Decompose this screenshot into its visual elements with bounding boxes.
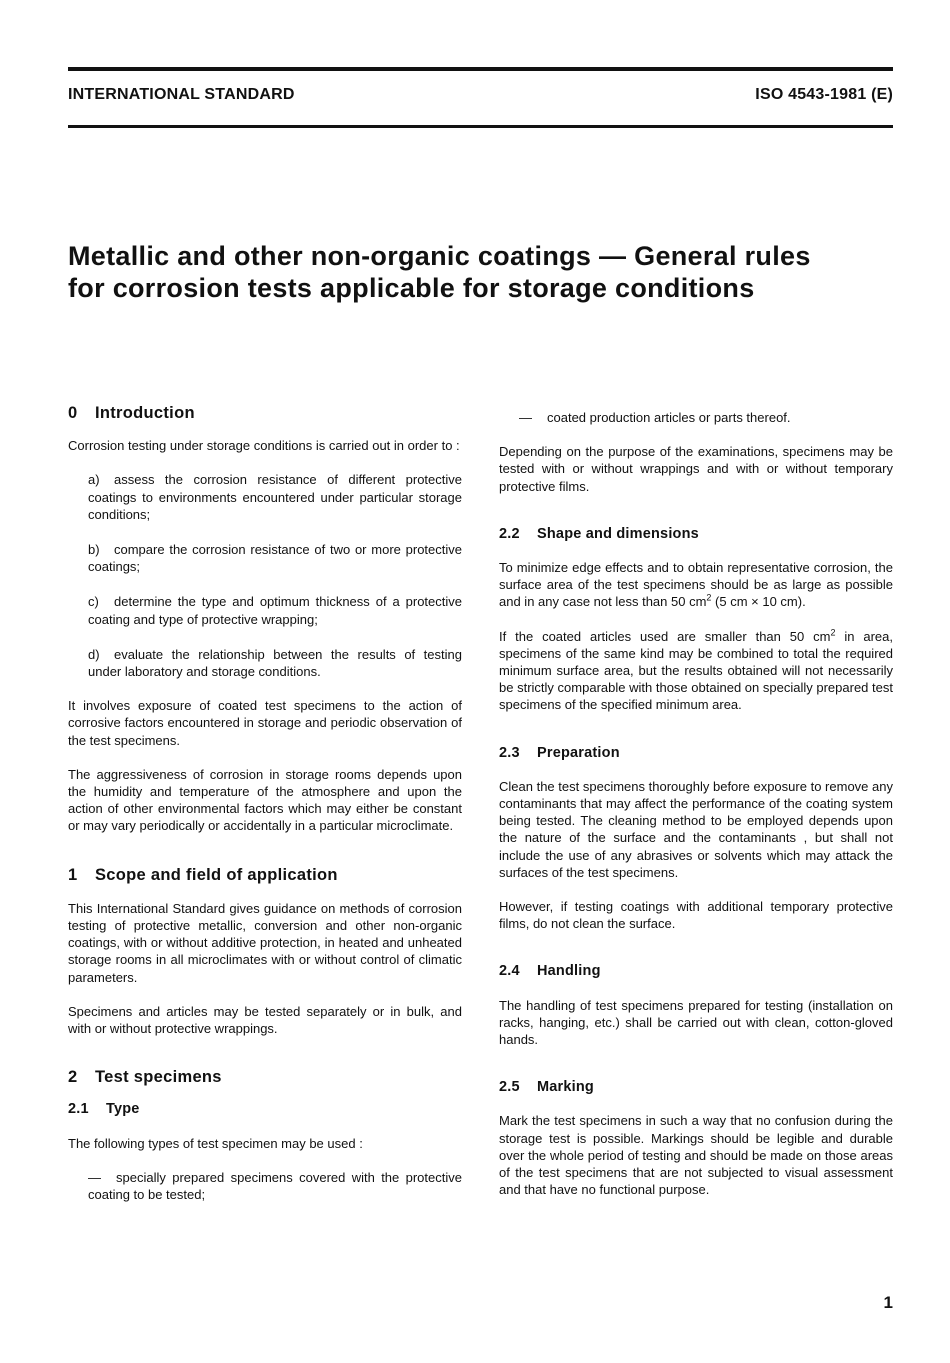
subsection-title: Marking — [537, 1079, 594, 1096]
list-item — [88, 1169, 462, 1203]
section-title: Introduction — [95, 404, 195, 422]
list-label: d) — [88, 646, 100, 662]
subsection-title: Shape and dimensions — [537, 525, 699, 542]
text-run: in area, specimens of the same kind may be combined to total the required minimum surface area, but the results obtained will not necessarily be strictly comparable with those obtained on specially prepared test specimens of the specified minimum area. — [499, 628, 893, 713]
paragraph: Specimens and articles may be tested separately or in bulk, and with or without protective wrappings. — [68, 1003, 462, 1037]
paragraph: Corrosion testing under storage conditions is carried out in order to : — [68, 438, 460, 454]
section-number: 1 — [68, 865, 78, 884]
dash-label: — — [519, 410, 532, 425]
paragraph: This International Standard gives guidance on methods of corrosion testing of protective metallic, conversion and other non-organic coatings, with or without additive protection, in heated and unheated storage rooms in all microclimates with or without control of climatic parameters. — [68, 900, 462, 985]
list-text: coated production articles or parts thereof. — [547, 410, 791, 425]
dash-label: — — [88, 1169, 101, 1185]
subsection-number: 2.5 — [499, 1079, 520, 1096]
list-text: compare the corrosion resistance of two or more protective coatings; — [88, 542, 462, 575]
header-document-id: ISO 4543-1981 (E) — [755, 86, 893, 103]
subsection-title: Handling — [537, 963, 601, 980]
list-label: a) — [88, 472, 100, 488]
list-text: determine the type and optimum thickness of a protective coating and type of protective wrapping; — [88, 594, 462, 627]
list-item — [88, 646, 462, 680]
page-number: 1 — [883, 1293, 893, 1312]
section-heading-test-specimens — [68, 1069, 462, 1086]
paragraph: Depending on the purpose of the examinations, specimens may be tested with or without wrappings and with or without temporary protective films. — [499, 444, 893, 494]
section-number: 0 — [68, 404, 78, 422]
list-item — [88, 541, 462, 575]
section-title: Scope and field of application — [95, 865, 338, 884]
list-item — [88, 471, 462, 523]
list-item — [88, 593, 462, 627]
subsection-number: 2.1 — [68, 1101, 89, 1118]
paragraph — [499, 628, 893, 714]
subsection-number: 2.2 — [499, 525, 520, 542]
paragraph: The following types of test specimen may be used : — [68, 1135, 363, 1151]
subsection-title: Preparation — [537, 744, 620, 761]
section-number: 2 — [68, 1068, 78, 1087]
superscript: 2 — [706, 593, 712, 604]
paragraph: Mark the test specimens in such a way that no confusion during the storage test is possible. Markings should be legible and durable over the whole period of testing and should be made on those areas of the test specimens that are not subjected to visual assessment and that have no functional purpose. — [499, 1113, 893, 1198]
section-heading-introduction — [68, 405, 462, 422]
section-title: Test specimens — [95, 1068, 222, 1087]
list-text: assess the corrosion resistance of different protective coatings to environments encountered under particular storage conditions; — [88, 472, 462, 522]
left-column — [68, 402, 462, 1203]
list-item — [519, 409, 893, 426]
text-run: To minimize edge effects and to obtain representative corrosion, the surface area of the test specimens should be as large as possible and in any case not less than 50 cm — [499, 560, 893, 610]
subsection-heading-shape — [499, 526, 893, 543]
text-run: (5 cm × 10 cm). — [711, 594, 806, 610]
paragraph: The aggressiveness of corrosion in storage rooms depends upon the humidity and temperature of the atmosphere and upon the action of other environmental factors which may either be constant or may vary periodically or accidentally in a particular microclimate. — [68, 766, 462, 834]
right-column — [499, 402, 893, 1199]
subsection-number: 2.3 — [499, 744, 520, 761]
title-line-2: for corrosion tests applicable for storage conditions — [68, 273, 755, 303]
subsection-title: Type — [106, 1101, 140, 1118]
title-line-1: Metallic and other non-organic coatings — General rules — [68, 241, 811, 271]
list-label: c) — [88, 594, 99, 610]
subsection-heading-type — [68, 1101, 462, 1118]
header-top-rule — [68, 67, 893, 71]
document-title — [68, 240, 898, 304]
section-heading-scope — [68, 867, 462, 884]
paragraph: Clean the test specimens thoroughly before exposure to remove any contaminants that may affect the performance of the coating system being tested. The cleaning method to be employed depends upon the nature of the surface and the contaminants , but shall not include the use of any abrasives or solvents which may attack the surfaces of the test specimens. — [499, 778, 893, 880]
subsection-heading-preparation — [499, 745, 893, 762]
list-text: evaluate the relationship between the results of testing under laboratory and storage conditions. — [88, 646, 462, 680]
list-label: b) — [88, 542, 100, 558]
subsection-number: 2.4 — [499, 963, 520, 980]
header-standard-label: INTERNATIONAL STANDARD — [68, 86, 295, 103]
paragraph: The handling of test specimens prepared for testing (installation on racks, hanging, etc.) shall be carried out with clean, cotton-gloved hands. — [499, 997, 893, 1048]
subsection-heading-handling — [499, 963, 893, 980]
subsection-heading-marking — [499, 1079, 893, 1096]
text-run: If the coated articles used are smaller than 50 cm — [499, 628, 831, 644]
list-text: specially prepared specimens covered with the protective coating to be tested; — [88, 1169, 462, 1203]
paragraph — [499, 559, 893, 611]
header-bottom-rule — [68, 125, 893, 128]
paragraph: It involves exposure of coated test specimens to the action of corrosive factors encountered in storage and periodic observation of the test specimens. — [68, 698, 462, 748]
superscript: 2 — [830, 627, 836, 638]
paragraph: However, if testing coatings with additional temporary protective films, do not clean the surface. — [499, 899, 893, 932]
